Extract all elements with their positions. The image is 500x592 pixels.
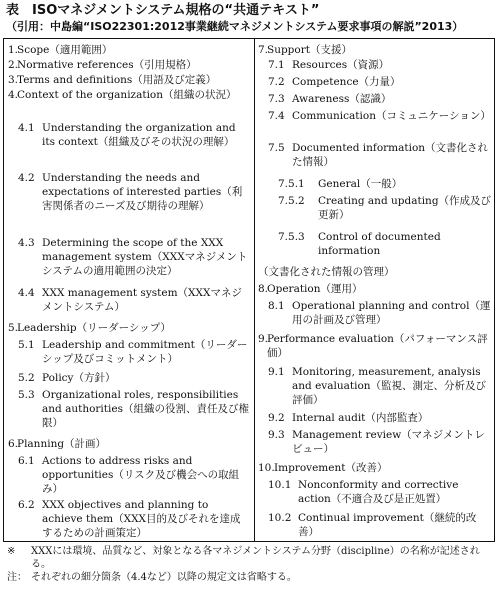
clause-number: 7.4 bbox=[268, 110, 285, 122]
clause-text: XXX objectives and planning to achieve them（XXX目的及びそれを達成するための計画策定） bbox=[42, 499, 241, 540]
clause-number: 9.3 bbox=[268, 429, 285, 441]
clause-text: Continual improvement（継続的改善） bbox=[298, 512, 477, 539]
clause-number: 7.5.3 bbox=[278, 231, 305, 243]
clause-text: Awareness（認識） bbox=[292, 93, 392, 105]
clause-text: Normative references（引用規格） bbox=[17, 59, 197, 71]
clause-number: 7.3 bbox=[268, 93, 285, 105]
footnote-omission bbox=[3, 571, 497, 584]
clause-text: Performance evaluation（パフォーマンス評価） bbox=[267, 333, 488, 360]
clause-5 bbox=[8, 321, 250, 335]
clause-7-4 bbox=[268, 109, 492, 123]
clause-4-2 bbox=[18, 171, 250, 214]
clause-number: 10.2 bbox=[268, 512, 292, 524]
common-text-table bbox=[3, 38, 495, 542]
clause-3 bbox=[8, 73, 250, 87]
clause-text: XXX management system（XXXマネジメントシステム） bbox=[42, 287, 242, 314]
clause-number: 7.1 bbox=[268, 59, 285, 71]
clause-4 bbox=[8, 88, 250, 102]
clause-number: 4. bbox=[8, 89, 19, 101]
clause-7-5-3 bbox=[278, 230, 492, 258]
clause-5-1 bbox=[18, 338, 250, 366]
clause-9 bbox=[258, 332, 492, 360]
clause-text: Organizational roles, responsibilities and authorities（組織の役割、責任及び権限） bbox=[42, 389, 249, 430]
clause-number: 4.1 bbox=[18, 122, 35, 134]
clause-number: 2. bbox=[8, 59, 19, 71]
clause-7-1 bbox=[268, 58, 492, 72]
clause-text: Communication（コミュニケーション） bbox=[292, 110, 491, 122]
clause-text: Actions to address risks and opportunities（リスク及び機会への取組み） bbox=[42, 455, 240, 496]
clause-5-2 bbox=[18, 371, 250, 385]
clause-text: Control of documented information bbox=[318, 231, 441, 258]
clause-number: 7.5 bbox=[268, 142, 285, 154]
clause-number: 3. bbox=[8, 74, 19, 86]
clause-number: 4.3 bbox=[18, 237, 35, 249]
clause-text: Operation（運用） bbox=[267, 283, 363, 295]
clause-text: Terms and definitions（用語及び定義） bbox=[17, 74, 217, 86]
table-subtitle: （引用：中島編“ISO22301:2012事業継続マネジメントシステム要求事項の解説”2013） bbox=[6, 20, 464, 33]
clause-text: Planning（計画） bbox=[17, 438, 107, 450]
clause-10-1 bbox=[268, 478, 492, 506]
clause-text: Documented information（文書化された情報） bbox=[292, 142, 489, 169]
clause-7-5-2 bbox=[278, 194, 492, 222]
footnotes bbox=[3, 545, 497, 584]
clause-number: 7. bbox=[258, 44, 269, 56]
clause-text: Leadership and commitment（リーダーシップ及びコミットメント） bbox=[42, 339, 248, 366]
clause-number: 7.2 bbox=[268, 76, 285, 88]
clause-number: 1. bbox=[8, 44, 19, 56]
clause-number: 5.2 bbox=[18, 372, 35, 384]
clause-text: Scope（適用範囲） bbox=[17, 44, 113, 56]
footnote-text: XXXには環境、品質など、対象となる各マネジメントシステム分野（discipline）の名称が記述される。 bbox=[31, 546, 480, 570]
clause-4-3 bbox=[18, 236, 250, 279]
clause-text: Leadership（リーダーシップ） bbox=[17, 322, 171, 334]
clause-text: Internal audit（内部監査） bbox=[292, 412, 429, 424]
clause-text: Understanding the needs and expectations of interested parties（利害関係者のニーズ及び期待の理解） bbox=[42, 172, 243, 213]
clause-7-5-3-translation bbox=[258, 265, 492, 279]
clause-text: Understanding the organization and its context（組織及びその状況の理解） bbox=[42, 122, 236, 149]
clause-number: 10.1 bbox=[268, 479, 292, 491]
clause-number: 8.1 bbox=[268, 300, 285, 312]
clause-number: 5.3 bbox=[18, 389, 35, 401]
clause-number: 6.2 bbox=[18, 499, 35, 511]
clause-number: 6.1 bbox=[18, 455, 35, 467]
clause-6-2 bbox=[18, 498, 250, 541]
clause-number: 7.5.1 bbox=[278, 178, 305, 190]
clause-number: 5. bbox=[8, 322, 19, 334]
clause-10-2 bbox=[268, 511, 492, 539]
clause-7-2 bbox=[268, 75, 492, 89]
clause-8-1 bbox=[268, 299, 492, 327]
column-divider bbox=[254, 39, 255, 541]
clause-4-1 bbox=[18, 121, 250, 149]
clause-text: Creating and updating（作成及び更新） bbox=[318, 195, 492, 222]
clause-text: （文書化された情報の管理） bbox=[258, 266, 395, 278]
clause-9-3 bbox=[268, 428, 492, 456]
clause-8 bbox=[258, 282, 492, 296]
clause-6 bbox=[8, 437, 250, 451]
clause-text: Management review（マネジメントレビュー） bbox=[292, 429, 485, 456]
clause-number: 9.2 bbox=[268, 412, 285, 424]
footnote-mark: ※ bbox=[7, 546, 16, 557]
clause-text: Resources（資源） bbox=[292, 59, 390, 71]
clause-5-3 bbox=[18, 388, 250, 431]
clause-text: Improvement（改善） bbox=[274, 462, 388, 474]
clause-1 bbox=[8, 43, 250, 57]
footnote-discipline bbox=[3, 545, 497, 571]
clause-2 bbox=[8, 58, 250, 72]
clause-7-3 bbox=[268, 92, 492, 106]
clause-10 bbox=[258, 461, 492, 475]
table-title: 表 ISOマネジメントシステム規格の“共通テキスト” bbox=[6, 3, 320, 18]
clause-number: 10. bbox=[258, 462, 275, 474]
clause-number: 5.1 bbox=[18, 339, 35, 351]
clause-7-5 bbox=[268, 141, 492, 169]
clause-4-4 bbox=[18, 286, 250, 314]
clause-number: 9. bbox=[258, 333, 269, 345]
clause-6-1 bbox=[18, 454, 250, 497]
clause-number: 7.5.2 bbox=[278, 195, 305, 207]
clause-text: Context of the organization（組織の状況） bbox=[17, 89, 237, 101]
clause-text: Support（支援） bbox=[267, 44, 352, 56]
clause-7 bbox=[258, 43, 492, 57]
clause-number: 4.2 bbox=[18, 172, 35, 184]
clause-text: General（一般） bbox=[318, 178, 403, 190]
clause-9-1 bbox=[268, 365, 492, 408]
footnote-mark: 注： bbox=[7, 572, 27, 583]
clause-number: 9.1 bbox=[268, 366, 285, 378]
clause-9-2 bbox=[268, 411, 492, 425]
clause-text: Policy（方針） bbox=[42, 372, 116, 384]
clause-text: Competence（力量） bbox=[292, 76, 401, 88]
clause-number: 6. bbox=[8, 438, 19, 450]
clause-7-5-1 bbox=[278, 177, 492, 191]
clause-text: Nonconformity and corrective action（不適合及び是正処置） bbox=[298, 479, 459, 506]
clause-text: Operational planning and control（運用の計画及び管理） bbox=[292, 300, 491, 327]
clause-number: 4.4 bbox=[18, 287, 35, 299]
footnote-text: それぞれの細分箇条（4.4など）以降の規定文は省略する。 bbox=[31, 572, 297, 583]
clause-text: Determining the scope of the XXX management system（XXXマネジメントシステムの適用範囲の決定） bbox=[42, 237, 248, 278]
clause-number: 8. bbox=[258, 283, 269, 295]
clause-text: Monitoring, measurement, analysis and evaluation（監視、測定、分析及び評価） bbox=[292, 366, 487, 407]
